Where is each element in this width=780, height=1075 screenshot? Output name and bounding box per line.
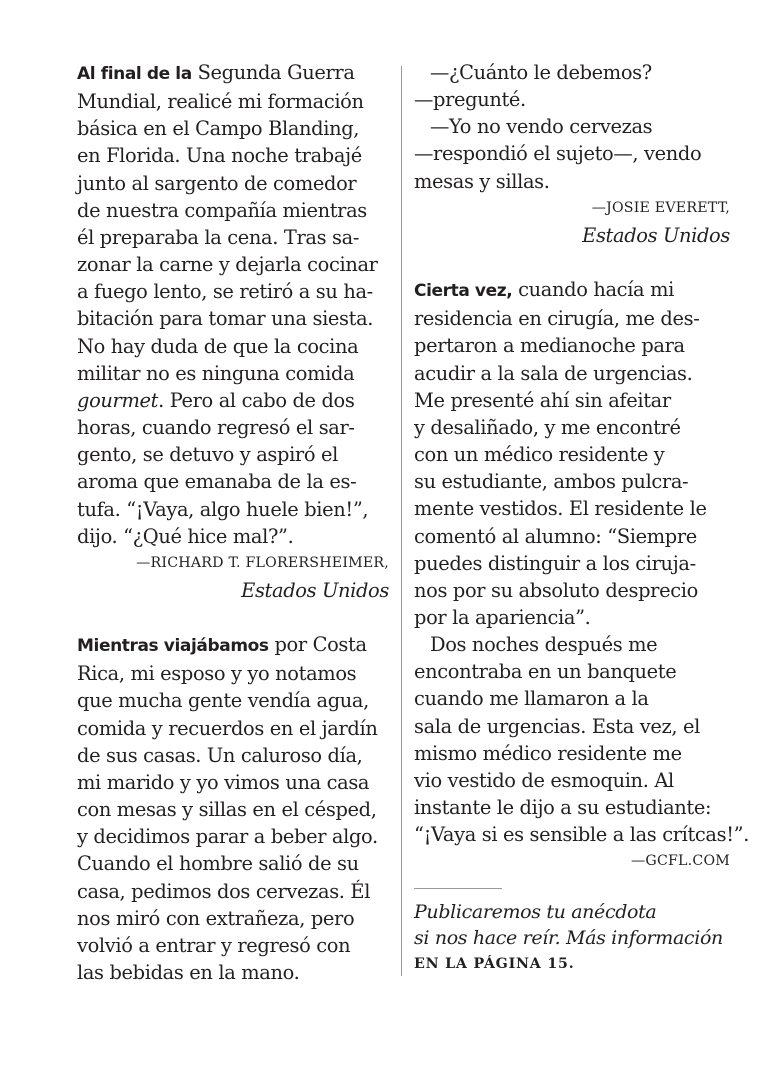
story-lead-in: Cierta vez, bbox=[414, 281, 513, 302]
promo-line: si nos hace reír. Más información bbox=[414, 926, 723, 949]
story-line: con mesas y sillas en el césped, bbox=[77, 798, 377, 822]
byline-country: Estados Unidos bbox=[582, 223, 730, 247]
story-line: y desaliñado, y me encontré bbox=[414, 415, 681, 439]
story-line: gento, se detuvo y aspiró el bbox=[77, 443, 338, 467]
story-line: él preparaba la cena. Tras sa- bbox=[77, 225, 360, 249]
column-divider bbox=[401, 66, 402, 976]
story-line: y decidimos parar a beber algo. bbox=[77, 825, 378, 849]
story-line: mente vestidos. El residente le bbox=[414, 497, 707, 521]
story-florersheimer bbox=[77, 59, 389, 604]
story-line: No hay duda de que la cocina bbox=[77, 334, 359, 358]
promo-separator bbox=[414, 888, 502, 889]
story-line: cuando me llamaron a la bbox=[414, 687, 649, 711]
story-line: militar no es ninguna comida bbox=[77, 361, 355, 385]
story-line: básica en el Campo Blanding, bbox=[77, 117, 360, 141]
story-lead-in: Mientras viajábamos bbox=[77, 636, 269, 657]
story-line: residencia en cirugía, me des- bbox=[414, 307, 700, 331]
submission-promo bbox=[414, 899, 730, 977]
story-line: Rica, mi esposo y yo notamos bbox=[77, 662, 357, 686]
story-line: mismo médico residente me bbox=[414, 741, 682, 765]
story-line: Dos noches después me bbox=[430, 633, 658, 657]
story-line: con un médico residente y bbox=[414, 443, 665, 467]
story-everett-part1 bbox=[77, 631, 389, 986]
dialogue-line: —respondió el sujeto—, vendo bbox=[414, 142, 702, 166]
left-column bbox=[77, 59, 389, 986]
story-line: su estudiante, ambos pulcra- bbox=[414, 470, 689, 494]
story-line: Cuando el hombre salió de su bbox=[77, 852, 359, 876]
story-line: tufa. “¡Vaya, algo huele bien!”, bbox=[77, 497, 369, 521]
story-line: Mientras viajábamos por Costa bbox=[77, 633, 367, 657]
dialogue-line: mesas y sillas. bbox=[414, 169, 550, 193]
story-line: aroma que emanaba de la es- bbox=[77, 470, 357, 494]
story-line: “¡Vaya si es sensible a las crítcas!”. bbox=[414, 823, 750, 847]
story-line: mi marido y yo vimos una casa bbox=[77, 770, 370, 794]
story-line: Mundial, realicé mi formación bbox=[77, 90, 364, 114]
story-line: Me presenté ahí sin afeitar bbox=[414, 388, 671, 412]
story-gap bbox=[77, 604, 389, 631]
story-line: horas, cuando regresó el sar- bbox=[77, 416, 355, 440]
byline-author: —GCFL.COM bbox=[631, 853, 730, 870]
story-gcfl bbox=[414, 276, 750, 875]
story-line: que mucha gente vendía agua, bbox=[77, 689, 369, 713]
story-line: encontraba en un banquete bbox=[414, 660, 677, 684]
story-line: junto al sargento de comedor bbox=[77, 171, 357, 195]
story-line: volvió a entrar y regresó con bbox=[77, 933, 351, 957]
story-line: instante le dijo a su estudiante: bbox=[414, 796, 712, 820]
story-line: bitación para tomar una siesta. bbox=[77, 307, 374, 331]
story-line: Al final de la Segunda Guerra bbox=[77, 61, 355, 84]
story-line: vio vestido de esmoquin. Al bbox=[414, 768, 674, 792]
story-line: por la apariencia”. bbox=[414, 605, 591, 629]
italic-word: gourmet bbox=[77, 388, 159, 412]
story-line: de nuestra compañía mientras bbox=[77, 198, 367, 222]
story-line: casa, pedimos dos cervezas. Él bbox=[77, 879, 371, 903]
byline-country: Estados Unidos bbox=[241, 578, 389, 602]
story-line: nos por su absoluto desprecio bbox=[414, 578, 698, 602]
story-line: comida y recuerdos en el jardín bbox=[77, 716, 378, 740]
story-line: acudir a la sala de urgencias. bbox=[414, 361, 693, 385]
story-line: puedes distinguir a los ciruja- bbox=[414, 551, 696, 575]
dialogue-line: —pregunté. bbox=[414, 88, 526, 112]
story-line: comentó al alumno: “Siempre bbox=[414, 524, 697, 548]
story-line: zonar la carne y dejarla cocinar bbox=[77, 253, 378, 277]
story-line: de sus casas. Un caluroso día, bbox=[77, 743, 363, 767]
story-line: nos miró con extrañeza, pero bbox=[77, 906, 355, 930]
story-line: en Florida. Una noche trabajé bbox=[77, 144, 362, 168]
byline-author: —JOSIE EVERETT, bbox=[591, 199, 730, 216]
story-line: las bebidas en la mano. bbox=[77, 961, 300, 984]
story-line: gourmet. Pero al cabo de dos bbox=[77, 388, 355, 412]
byline-author: —RICHARD T. FLORERSHEIMER, bbox=[136, 554, 389, 571]
dialogue-line: —Yo no vendo cervezas bbox=[430, 115, 653, 139]
story-everett-part2 bbox=[414, 59, 730, 249]
right-column bbox=[414, 59, 750, 977]
story-line: sala de urgencias. Esta vez, el bbox=[414, 714, 700, 738]
story-line: dijo. “¿Qué hice mal?”. bbox=[77, 524, 294, 548]
story-line: Cierta vez, cuando hacía mi bbox=[414, 278, 674, 302]
promo-page-reference: EN LA PÁGINA 15. bbox=[414, 955, 575, 972]
story-line: a fuego lento, se retiró a su ha- bbox=[77, 280, 373, 304]
story-lead-in: Al final de la bbox=[77, 64, 192, 84]
promo-line: Publicaremos tu anécdota bbox=[414, 900, 657, 923]
dialogue-line: —¿Cuánto le debemos? bbox=[430, 61, 652, 84]
story-line: pertaron a medianoche para bbox=[414, 334, 685, 358]
story-gap bbox=[414, 249, 730, 276]
